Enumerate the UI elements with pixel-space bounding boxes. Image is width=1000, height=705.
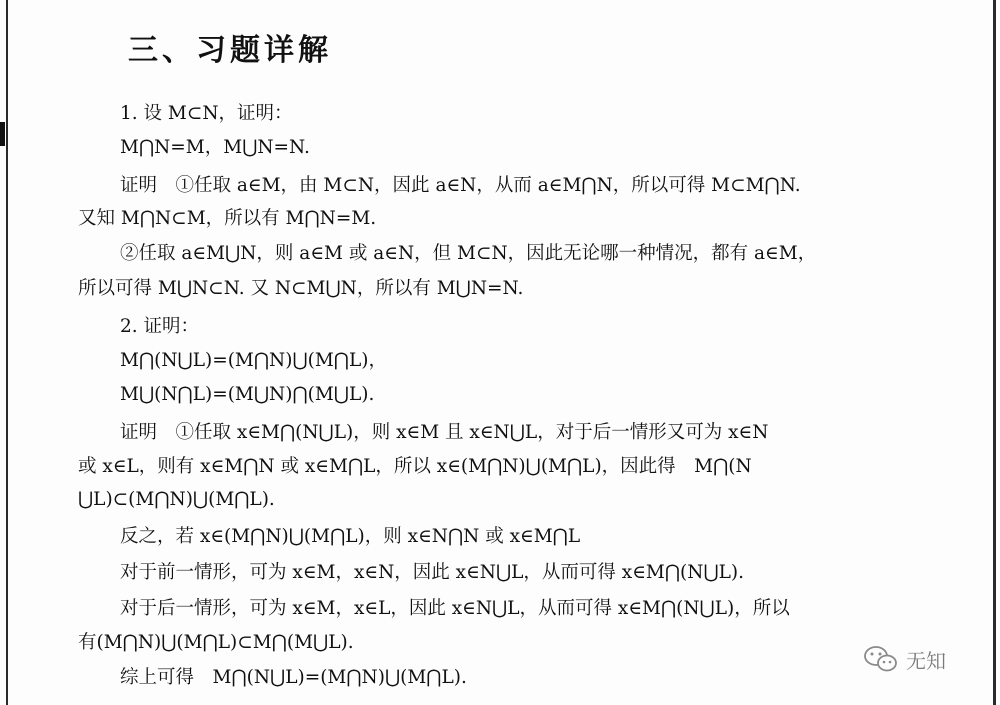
- proof-2-line-2: 或 x∈L，则有 x∈M⋂N 或 x∈M⋂L，所以 x∈(M⋂N)⋃(M⋂L)，因此得 M⋂(N: [78, 456, 752, 477]
- problem-2-formula-1: M⋂(N⋃L)=(M⋂N)⋃(M⋂L)，: [120, 350, 387, 371]
- proof-2-line-4: 反之，若 x∈(M⋂N)⋃(M⋂L)，则 x∈N⋂N 或 x∈M⋂L: [120, 526, 581, 547]
- proof-1-line-3: ②任取 a∈M⋃N，则 a∈M 或 a∈N，但 M⊂N，因此无论哪一种情况，都有 a∈M，: [120, 243, 817, 264]
- proof-1-line-4: 所以可得 M⋃N⊂N. 又 N⊂M⋃N，所以有 M⋃N=N.: [78, 278, 524, 299]
- watermark-text: 无知: [906, 648, 946, 673]
- conclusion-line: 综上可得 M⋂(N⋃L)=(M⋂N)⋃(M⋂L).: [120, 667, 467, 688]
- proof-1-line-1: 证明 ①任取 a∈M，由 M⊂N，因此 a∈N，从而 a∈M⋂N，所以可得 M⊂M⋂N.: [120, 175, 801, 196]
- proof-2-line-5: 对于前一情形，可为 x∈M，x∈N，因此 x∈N⋃L，从而可得 x∈M⋂(N⋃L).: [120, 562, 745, 583]
- binding-mark: [0, 122, 5, 146]
- page-right-border: [993, 0, 996, 705]
- problem-1-formula: M⋂N=M，M⋃N=N.: [120, 137, 310, 158]
- proof-2-line-6: 对于后一情形，可为 x∈M，x∈L，因此 x∈N⋃L，从而可得 x∈M⋂(N⋃L)，所以: [120, 598, 790, 619]
- proof-2-line-7: 有(M⋂N)⋃(M⋂L)⊂M⋂(M⋃L).: [78, 632, 354, 653]
- section-heading: 三、习题详解: [128, 33, 332, 68]
- wechat-icon: [862, 644, 900, 674]
- proof-1-line-2: 又知 M⋂N⊂M，所以有 M⋂N=M.: [78, 208, 377, 229]
- problem-1-statement: 1. 设 M⊂N，证明：: [120, 103, 293, 124]
- page-left-border: [6, 0, 8, 705]
- proof-2-line-3: ⋃L)⊂(M⋂N)⋃(M⋂L).: [78, 489, 275, 510]
- problem-2-statement: 2. 证明：: [120, 316, 200, 337]
- watermark: [862, 644, 946, 674]
- proof-2-line-1: 证明 ①任取 x∈M⋂(N⋃L)，则 x∈M 且 x∈N⋃L，对于后一情形又可为 x∈N: [120, 422, 769, 443]
- problem-2-formula-2: M⋃(N⋂L)=(M⋃N)⋂(M⋃L).: [120, 384, 375, 405]
